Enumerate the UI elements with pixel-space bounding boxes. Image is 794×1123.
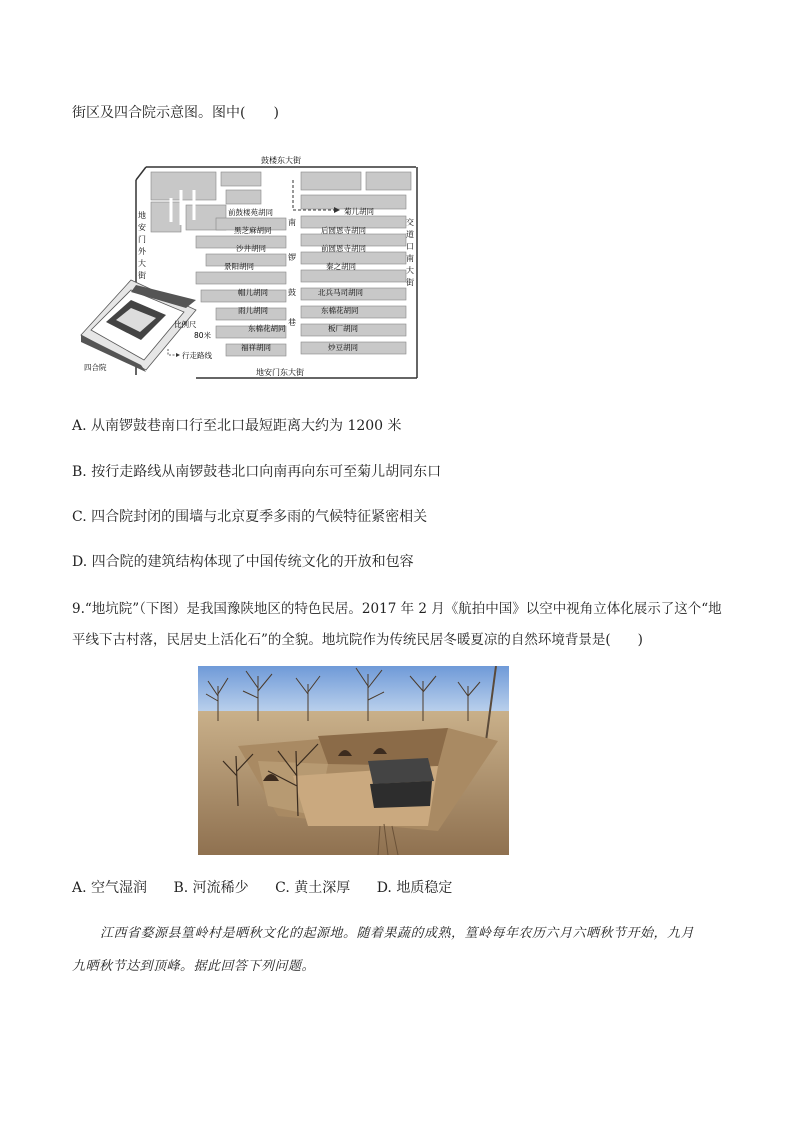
passage-line-1: 江西省婺源县篁岭村是晒秋文化的起源地。随着果蔬的成熟，篁岭每年农历六月六晒秋节开始，九月: [100, 926, 695, 941]
courtyard-label: 四合院: [84, 363, 107, 372]
svg-text:景阳胡同: 景阳胡同: [224, 262, 254, 271]
svg-text:南: 南: [288, 218, 296, 227]
svg-text:安: 安: [138, 223, 146, 232]
svg-text:道: 道: [406, 230, 414, 239]
question-8-stem: 街区及四合院示意图。图中( ): [72, 105, 279, 121]
svg-text:黑芝麻胡同: 黑芝麻胡同: [234, 226, 272, 235]
svg-text:口: 口: [406, 242, 414, 251]
svg-text:雨儿胡同: 雨儿胡同: [238, 306, 268, 315]
svg-text:板厂胡同: 板厂胡同: [328, 324, 358, 333]
q9-option-a: A. 空气湿润: [72, 880, 148, 896]
svg-text:福祥胡同: 福祥胡同: [241, 343, 271, 352]
svg-text:北兵马司胡同: 北兵马司胡同: [318, 288, 363, 297]
top-street-label: 鼓楼东大街: [261, 156, 301, 165]
svg-text:前鼓楼苑胡同: 前鼓楼苑胡同: [228, 208, 273, 217]
svg-text:南: 南: [406, 254, 414, 263]
dikengyuan-photo: [198, 666, 509, 855]
svg-text:地: 地: [138, 211, 146, 220]
bottom-street-label: 地安门东大街: [256, 368, 304, 377]
svg-text:帽儿胡同: 帽儿胡同: [238, 288, 268, 297]
question-9-line-2: 平线下古村落，民居史上活化石”的全貌。地坑院作为传统民居冬暖夏凉的自然环境背景是( ): [72, 632, 643, 648]
q9-option-c: C. 黄土深厚: [275, 880, 351, 896]
svg-text:沙井胡同: 沙井胡同: [236, 244, 266, 253]
walk-route-label: 行走路线: [182, 351, 212, 360]
svg-text:秦之胡同: 秦之胡同: [326, 262, 356, 271]
scale-label: 比例尺: [174, 320, 197, 329]
q9-option-d: D. 地质稳定: [376, 880, 453, 896]
svg-text:锣: 锣: [288, 253, 296, 262]
left-street-label: [138, 210, 147, 280]
svg-text:炒豆胡同: 炒豆胡同: [328, 343, 358, 352]
q8-option-d: D. 四合院的建筑结构体现了中国传统文化的开放和包容: [72, 554, 414, 570]
svg-text:后圆恩寺胡同: 后圆恩寺胡同: [321, 226, 366, 235]
q8-option-a: A. 从南锣鼓巷南口行至北口最短距离大约为 1200 米: [72, 418, 402, 434]
svg-text:门: 门: [138, 235, 146, 244]
svg-text:鼓: 鼓: [288, 288, 296, 297]
svg-text:街: 街: [406, 278, 414, 287]
passage-line-2: 九晒秋节达到顶峰。据此回答下列问题。: [72, 959, 316, 974]
svg-text:前圆恩寺胡同: 前圆恩寺胡同: [321, 244, 366, 253]
right-street-label: [406, 217, 414, 287]
svg-text:外: 外: [138, 247, 146, 256]
svg-text:东棉花胡同: 东棉花胡同: [248, 324, 286, 333]
svg-text:街: 街: [138, 271, 146, 280]
svg-text:菊儿胡同: 菊儿胡同: [344, 207, 374, 216]
svg-text:巷: 巷: [288, 318, 296, 327]
svg-text:交: 交: [406, 218, 414, 227]
question-9-line-1: 9.“地坑院”（下图）是我国豫陕地区的特色民居。2017 年 2 月《航拍中国》以空中视角立体化展示了这个“地: [72, 601, 722, 617]
q9-option-b: B. 河流稀少: [173, 880, 249, 896]
q9-options: [72, 877, 474, 897]
svg-text:大: 大: [138, 259, 146, 268]
svg-text:大: 大: [406, 266, 414, 275]
scale-value: 80米: [194, 331, 212, 340]
q8-option-c: C. 四合院封闭的围墙与北京夏季多雨的气候特征紧密相关: [72, 509, 428, 525]
q8-option-b: B. 按行走路线从南锣鼓巷北口向南再向东可至菊儿胡同东口: [72, 464, 442, 480]
svg-text:东棉花胡同: 东棉花胡同: [321, 306, 359, 315]
hutong-map-figure: [76, 150, 421, 382]
walk-route-legend: [168, 349, 180, 357]
